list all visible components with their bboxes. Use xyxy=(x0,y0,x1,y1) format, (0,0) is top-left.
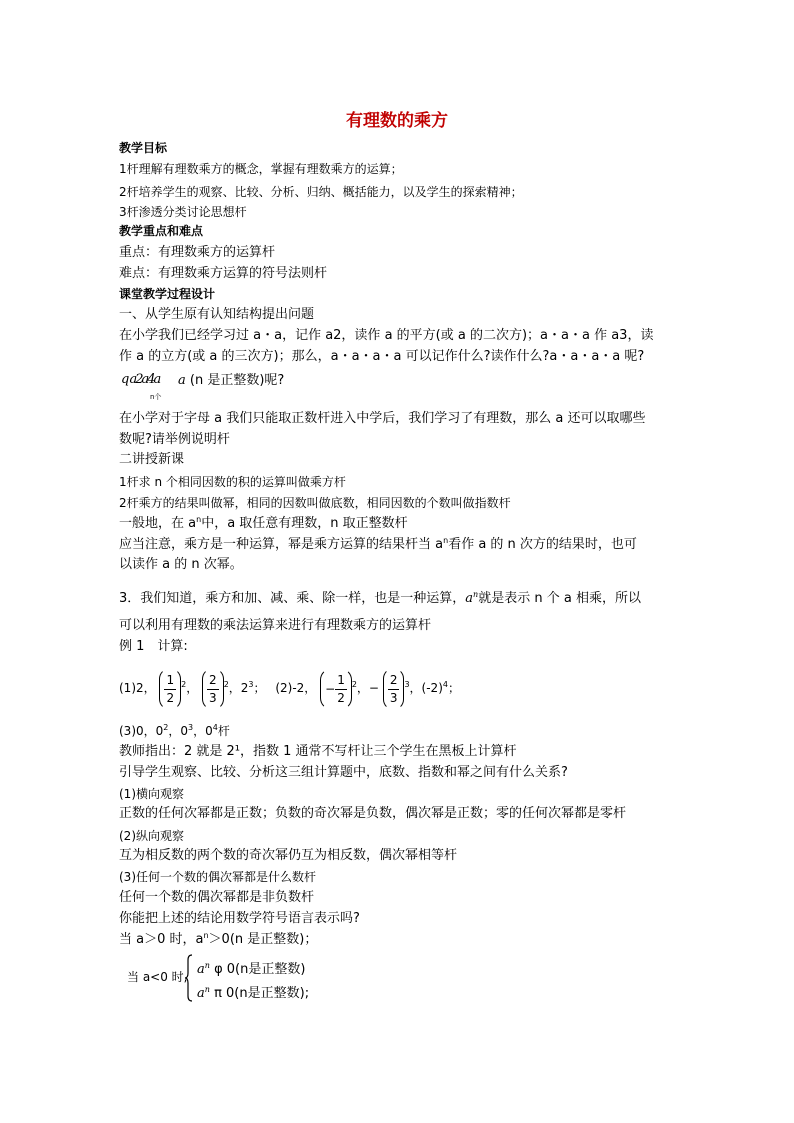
observation-3-heading: (3)任何一个数的偶次幂都是什么数杆 xyxy=(119,870,316,884)
condition-negative-label: 当 a<0 时, xyxy=(127,970,188,984)
symbolic-question: 你能把上述的结论用数学符号语言表示吗? xyxy=(119,911,360,926)
example-1-part-3: (3)0，$0^2$，$0^3$，$0^4$杆 xyxy=(119,723,230,738)
new-lesson-1: 1杆求 n 个相同因数的积的运算叫做乘方杆 xyxy=(119,475,346,489)
goal-item-3: 3杆渗透分类讨论思想杆 xyxy=(119,205,247,219)
observation-2-text: 互为相反数的两个数的奇次幂仍互为相反数，偶次幂相等杆 xyxy=(119,848,458,863)
page-title: 有理数的乘方 xyxy=(346,111,448,131)
observation-3-text: 任何一个数的偶次幂都是非负数杆 xyxy=(119,890,315,905)
observation-1-text: 正数的任何次幂都是正数；负数的奇次幂是负数，偶次幂是正数；零的任何次幂都是零杆 xyxy=(119,806,627,821)
teacher-note: 教师指出：2 就是 2¹，指数 1 通常不写杆让三个学生在黑板上计算杆 xyxy=(119,744,517,759)
observation-2-heading: (2)纵向观察 xyxy=(119,829,184,843)
paragraph-1c: a (n 是正整数)呢? xyxy=(178,373,285,388)
new-lesson-2: 2杆乘方的结果叫做幂，相同的因数叫做底数，相同因数的个数叫做指数杆 xyxy=(119,496,511,510)
garbled-formula-sub: n个 xyxy=(150,393,162,401)
example-1-heading: 例 1 计算: xyxy=(119,639,188,654)
difficult-point: 难点：有理数乘方运算的符号法则杆 xyxy=(119,266,328,281)
fraction-two-thirds-neg: $\frac{2}{3}$ xyxy=(383,668,405,710)
fraction-one-half: $\frac{1}{2}$ xyxy=(159,668,181,710)
fraction-two-thirds: $\frac{2}{3}$ xyxy=(202,668,224,710)
condition-positive: 当 a＞0 时，$a^n>0(n$ 是正整数)； xyxy=(119,931,318,947)
subsection-2: 二讲授新课 xyxy=(119,452,185,467)
paragraph-3a: 3．我们知道，乘方和加、减、乘、除一样，也是一种运算，$a^n$就是表示 n 个 a 相乘，所以 xyxy=(119,590,641,606)
observation-1-heading: (1)横向观察 xyxy=(119,787,184,801)
subsection-1: 一、从学生原有认知结构提出问题 xyxy=(119,307,315,322)
goal-item-2: 2杆培养学生的观察、比较、分析、归纳、概括能力，以及学生的探索精神； xyxy=(119,185,523,199)
paragraph-2a: 在小学对于字母 a 我们只能取正数杆进入中学后，我们学习了有理数，那么 a 还可以取哪些 xyxy=(119,411,646,426)
section-heading-goals: 教学目标 xyxy=(119,141,168,155)
condition-odd: $a^n$ π 0(n是正整数); xyxy=(197,985,310,1001)
paragraph-2b: 数呢?请举例说明杆 xyxy=(119,432,230,447)
general-statement: 一般地，在 $a^n$中，a 取任意有理数，n 取正整数杆 xyxy=(119,515,408,531)
garbled-formula: q a2a4a xyxy=(121,372,160,387)
fraction-neg-one-half: − $\frac{1}{2}$ xyxy=(320,668,352,710)
paragraph-3b: 可以利用有理数的乘法运算来进行有理数乘方的运算杆 xyxy=(119,618,432,633)
condition-even: $a^n$ φ 0(n是正整数) xyxy=(197,961,306,977)
left-brace-icon xyxy=(185,954,193,1002)
note-line-2: 以读作 a 的 n 次幂。 xyxy=(119,557,243,572)
section-heading-keypoints: 教学重点和难点 xyxy=(119,224,204,238)
var-a: a xyxy=(178,373,186,388)
key-point: 重点：有理数乘方的运算杆 xyxy=(119,245,276,260)
guide-question: 引导学生观察、比较、分析这三组计算题中，底数、指数和幂之间有什么关系? xyxy=(119,765,568,780)
note-line-1: 应当注意，乘方是一种运算，幂是乘方运算的结果杆当 $a^n$看作 a 的 n 次方的结果时，也可 xyxy=(119,536,637,552)
paragraph-1b: 作 a 的立方(或 a 的三次方)；那么，a・a・a・a 可以记作什么?读作什么?a・a・a・a 呢? xyxy=(119,349,645,364)
example-1-expressions: (1)2， $\frac{1}{2}$ $^2$， $\frac{2}{3}$ $^2$，$2^3$； (2)-2， − $\frac{1}{2}$ $^2$，− $\frac{2}{3}$ $^3$，$(-2)^4$； xyxy=(119,666,460,710)
paragraph-1a: 在小学我们已经学习过 a・a，记作 a2，读作 a 的平方(或 a 的二次方)；a・a・a 作 a3，读 xyxy=(119,328,654,343)
goal-item-1: 1杆理解有理数乘方的概念，掌握有理数乘方的运算； xyxy=(119,162,403,176)
section-heading-process: 课堂教学过程设计 xyxy=(119,287,216,301)
